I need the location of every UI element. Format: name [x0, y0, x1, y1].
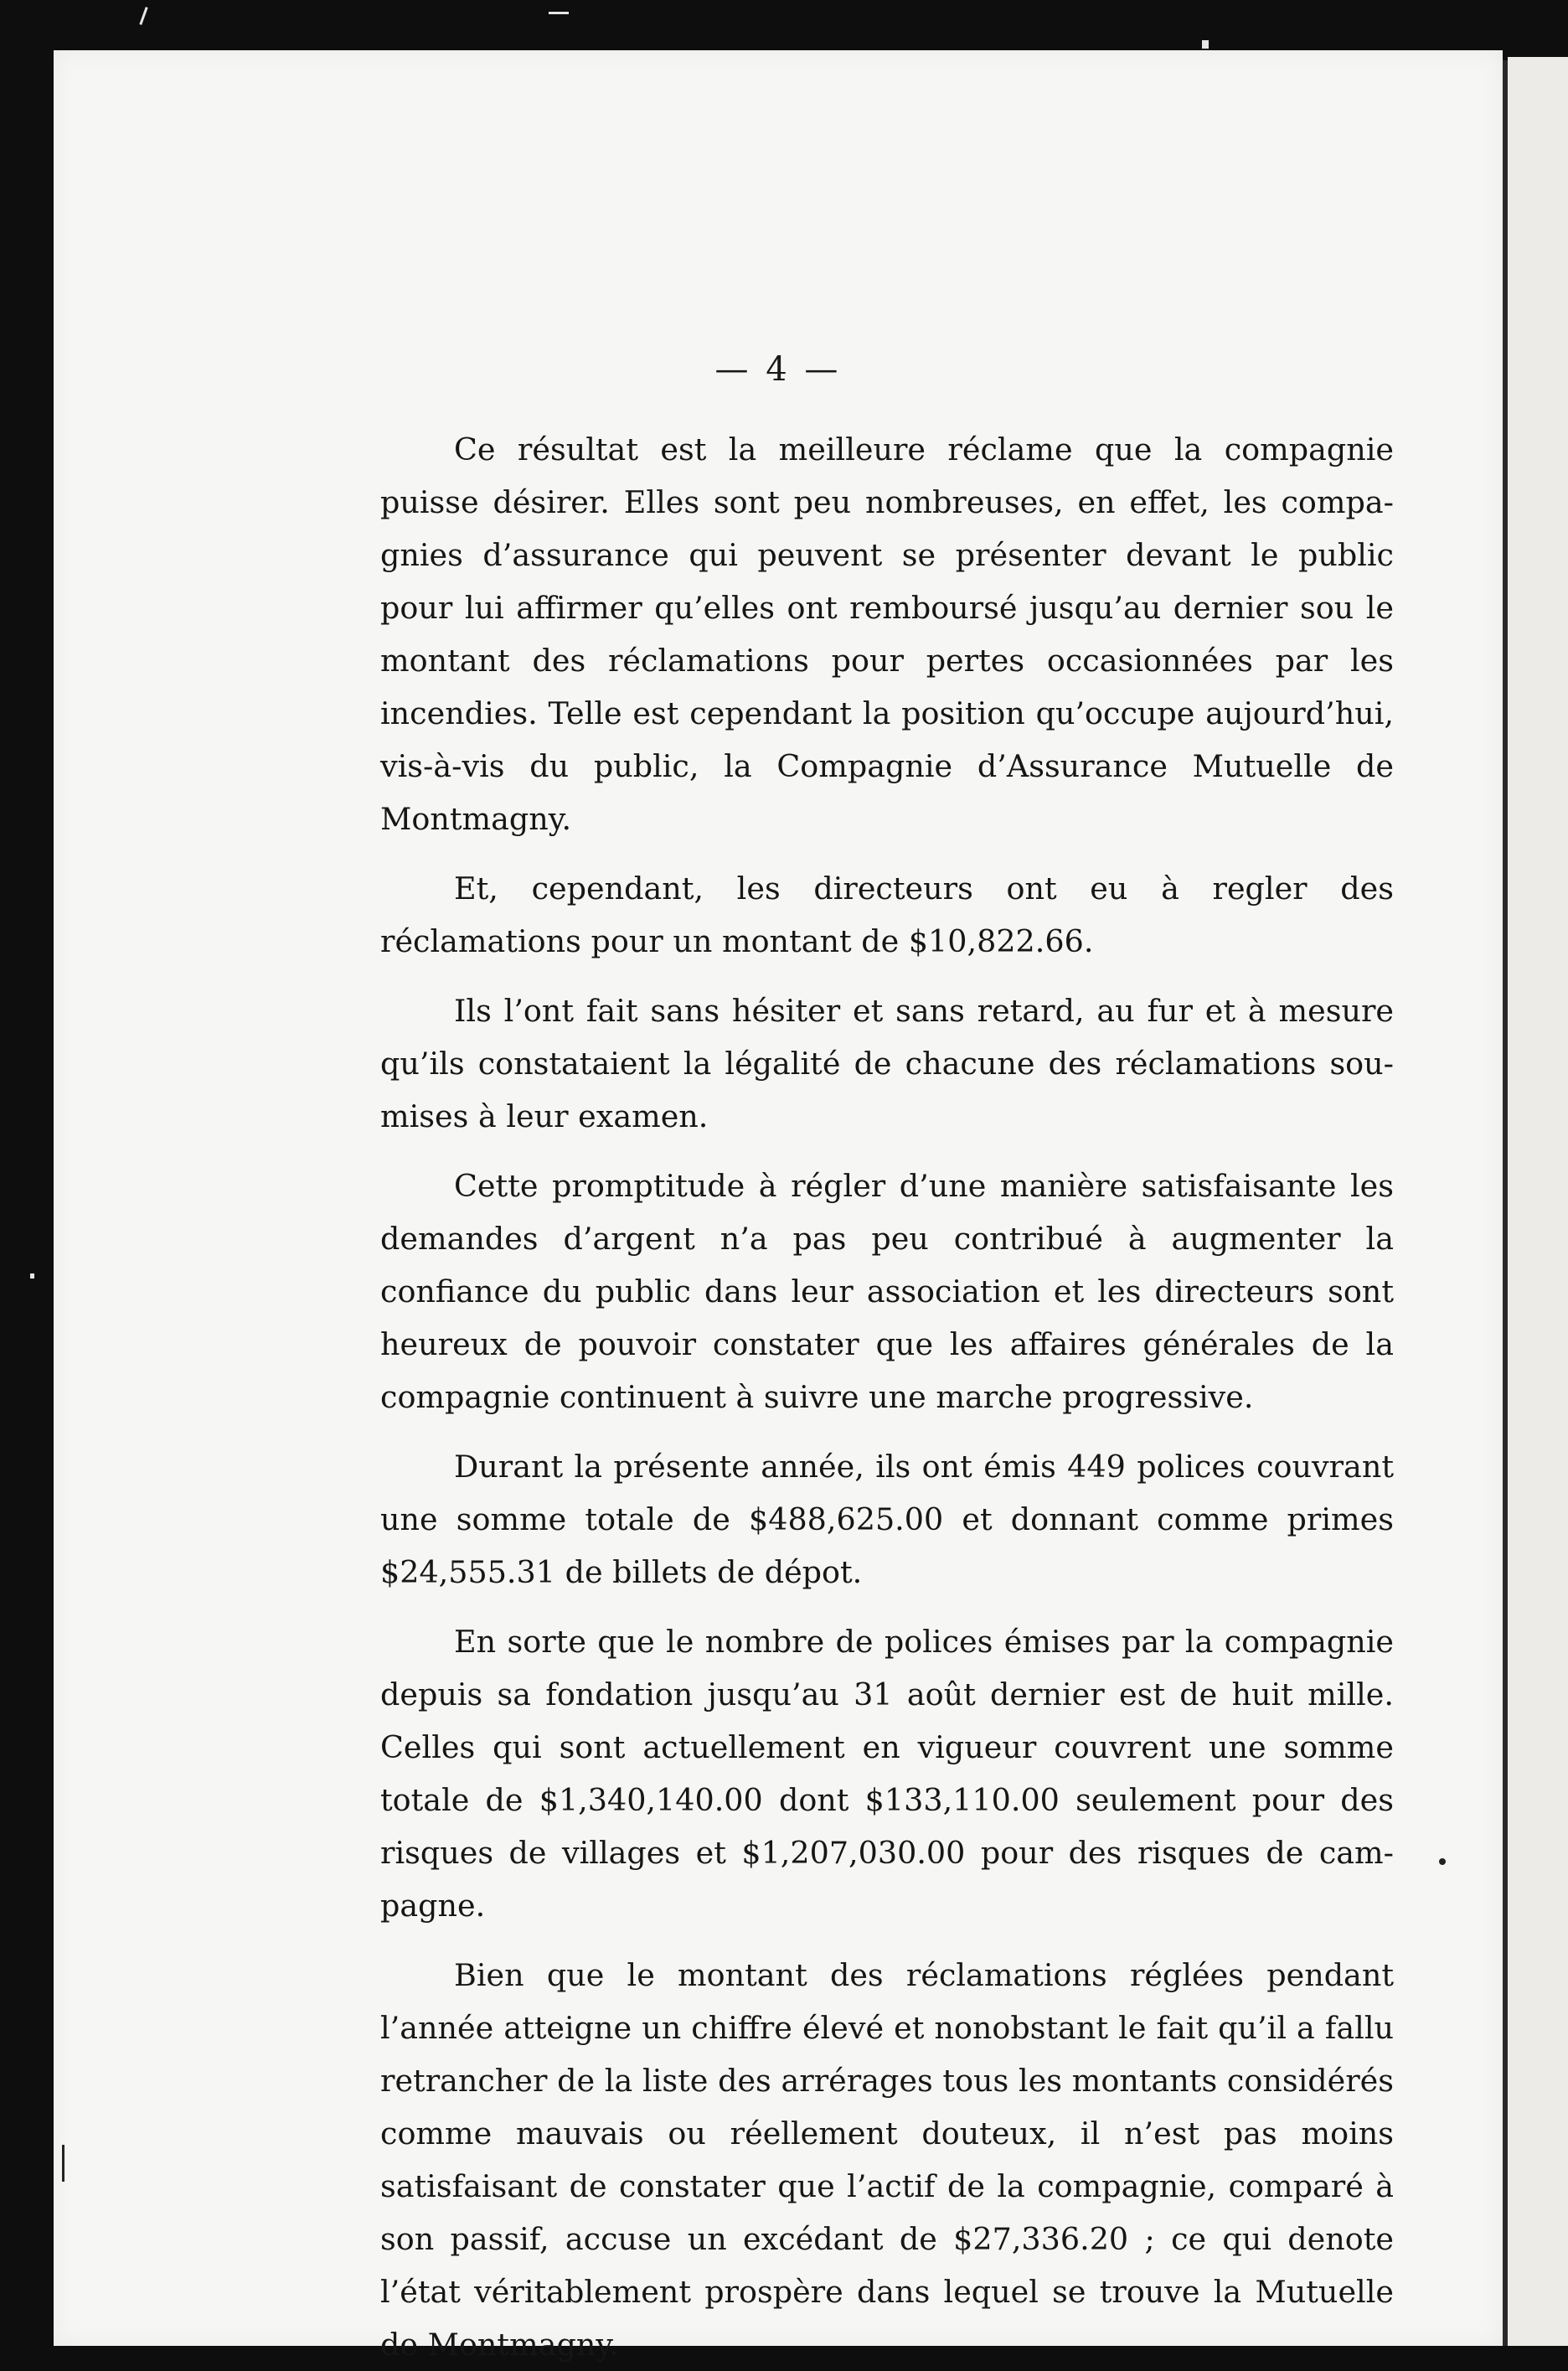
- scan-mark: [549, 12, 569, 14]
- body-text: [380, 423, 1394, 2371]
- scan-mark: [30, 1273, 34, 1278]
- paragraph-1: Ce résultat est la meilleure réclame que la compagnie puisse désirer. Elles sont peu nombreuses, en effet, les compagnies d’assurance qui peuvent se présenter devant le public pour lui affirmer qu’elles ont remboursé jusqu’au dernier sou le montant des réclamations pour pertes occasionnées par les incendies. Telle est cependant la position qu’occupe aujourd’hui, vis-à-vis du public, la Compagnie d’Assurance Mutuelle de Montmagny.: [380, 431, 1394, 837]
- adjacent-page-strip: [1508, 57, 1568, 2346]
- document-page: [54, 50, 1503, 2363]
- scan-speck: [1439, 1858, 1446, 1865]
- paragraph-3: Ils l’ont fait sans hésiter et sans retard, au fur et à mesure qu’ils constataient la légalité de chacune des réclamations soumises à leur examen.: [380, 993, 1394, 1134]
- paragraph-2: Et, cependant, les directeurs ont eu à regler des réclamations pour un montant de $10,822.66.: [380, 870, 1394, 959]
- scan-mark: [139, 7, 147, 25]
- scan-mark: [1202, 40, 1209, 49]
- paragraph-5: Durant la présente année, ils ont émis 449 polices couvrant une somme totale de $488,625.00 et donnant comme primes $24,555.31 de billets de dépot.: [380, 1449, 1394, 1590]
- paragraph-6: En sorte que le nombre de polices émises par la compagnie depuis sa fondation jusqu’au 31 août dernier est de huit mille. Celles qui sont actuellement en vigueur couvrent une somme totale de $1,340,140.00 dont $133,110.00 seulement pour des risques de villages et $1,207,030.00 pour des risques de campagne.: [380, 1624, 1394, 1924]
- scan-speck: [62, 2145, 64, 2182]
- paragraph-4: Cette promptitude à régler d’une manière satisfaisante les demandes d’argent n’a pas peu contribué à augmenter la confiance du public dans leur association et les directeurs sont heureux de pouvoir constater que les affaires générales de la compagnie continuent à suivre une marche progressive.: [380, 1168, 1394, 1415]
- page-number: — 4 —: [714, 350, 842, 389]
- paragraph-7: Bien que le montant des réclamations réglées pendant l’année atteigne un chiffre élevé et nonobstant le fait qu’il a fallu retrancher de la liste des arrérages tous les montants considérés comme mauvais ou réellement douteux, il n’est pas moins satisfaisant de constater que l’actif de la compagnie, comparé à son passif, accuse un excédant de $27,336.20 ; ce qui denote l’état véritablement prospère dans lequel se trouve la Mutuelle de Montmagny.: [380, 1957, 1394, 2363]
